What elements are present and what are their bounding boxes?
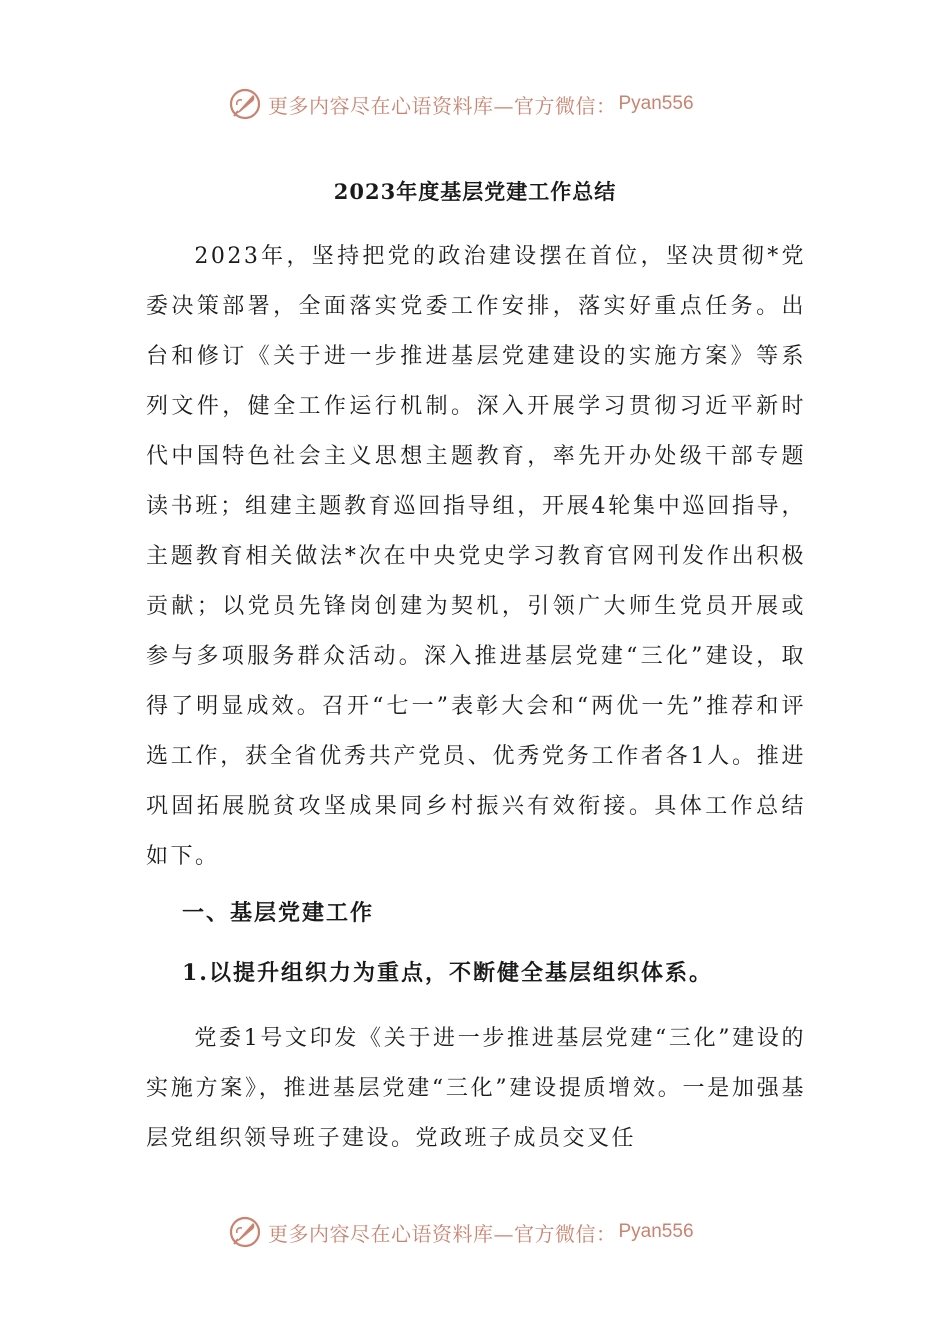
intro-paragraph: 2023年，坚持把党的政治建设摆在首位，坚决贯彻*党委决策部署，全面落实党委工作安排，落实好重点任务。出台和修订《关于进一步推进基层党建建设的实施方案》等系列文件，健全工作运行机制。深入开展学习贯彻习近平新时代中国特色社会主义思想主题教育，率先开办处级干部专题读书班；组建主题教育巡回指导组，开展4轮集中巡回指导，主题教育相关做法*次在中央党史学习教育官网刊发作出积极贡献；以党员先锋岗创建为契机，引领广大师生党员开展或参与多项服务群众活动。深入推进基层党建“三化”建设，取得了明显成效。召开“七一”表彰大会和“两优一先”推荐和评选工作，获全省优秀共产党员、优秀党务工作者各1人。推进巩固拓展脱贫攻坚成果同乡村振兴有效衔接。具体工作总结如下。: [146, 244, 806, 869]
quill-pen-logo-icon: [228, 1215, 262, 1249]
document-title: 2023年度基层党建工作总结: [333, 179, 617, 204]
banner-text: 更多内容尽在心语资料库—官方微信：: [268, 1221, 617, 1246]
section-heading: 一、基层党建工作: [182, 900, 375, 926]
subsection-heading: 1.以提升组织力为重点，不断健全基层组织体系。: [182, 960, 713, 986]
subsection-paragraph: 党委1号文印发《关于进一步推进基层党建“三化”建设的实施方案》，推进基层党建“三化”建设提质增效。一是加强基层党组织领导班子建设。党政班子成员交叉任: [146, 1026, 806, 1151]
banner-wechat-id: Pyan556: [618, 93, 694, 114]
banner-wechat-id: Pyan556: [618, 1221, 694, 1242]
header-watermark-banner: [228, 84, 694, 124]
quill-pen-logo-icon: [228, 87, 262, 121]
banner-text: 更多内容尽在心语资料库—官方微信：: [268, 93, 617, 118]
footer-watermark-banner: [228, 1212, 694, 1252]
